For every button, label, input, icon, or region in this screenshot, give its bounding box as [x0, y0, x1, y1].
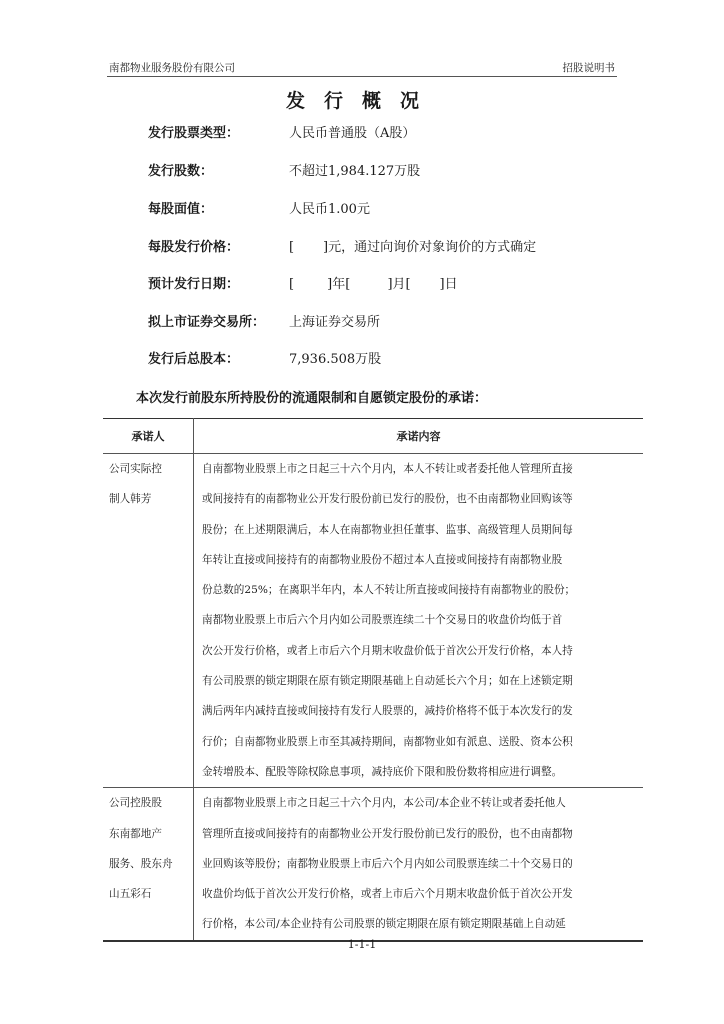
overview-value: 7,936.508万股: [289, 352, 382, 367]
column-header-committer: 承诺人: [103, 419, 194, 454]
overview-key: 发行股数：: [148, 164, 214, 179]
overview-key: 发行股票类型：: [148, 126, 240, 141]
page-number: 1-1-1: [347, 938, 377, 951]
overview-value: 人民币普通股（A股）: [289, 126, 416, 141]
overview-key: 每股面值：: [148, 202, 214, 217]
overview-value: 人民币1.00元: [289, 202, 370, 217]
content-cell: [194, 454, 644, 788]
content-line: 管理所直接或间接持有的南都物业公开发行股份前已发行的股份，也不由南都物: [202, 827, 573, 840]
committer-line: 山五彩石: [109, 888, 152, 901]
overview-row-par-value: [148, 198, 618, 220]
table-header-row: [103, 419, 643, 454]
overview-value: [ ]年[ ]月[ ]日: [289, 277, 458, 292]
committer-line: 公司实际控: [109, 463, 162, 475]
committer-cell: [103, 788, 194, 941]
content-line: 有公司股票的锁定期限在原有锁定期限基础上自动延长六个月；如在上述锁定期: [202, 675, 573, 688]
overview-row-total-shares: [148, 348, 618, 370]
content-line: 年转让直接或间接持有的南都物业股份不超过本人直接或间接持有南都物业股: [202, 553, 563, 566]
content-line: 自南都物业股票上市之日起三十六个月内，本公司/本企业不转让或者委托他人: [202, 797, 566, 810]
commitment-heading: 本次发行前股东所持股份的流通限制和自愿锁定股份的承诺：: [136, 391, 488, 406]
overview-value: 上海证券交易所: [289, 315, 381, 330]
overview-key: 预计发行日期：: [148, 277, 240, 292]
committer-cell: [103, 454, 194, 788]
content-line: 行价格，本公司/本企业持有公司股票的锁定期限在原有锁定期限基础上自动延: [202, 918, 566, 931]
page-title: 发行概况: [285, 90, 438, 112]
content-line: 份总数的25%；在离职半年内，本人不转让所直接或间接持有南都物业的股份；: [202, 584, 576, 597]
content-line: 或间接持有的南都物业公开发行股份前已发行的股份，也不由南都物业回购该等: [202, 493, 573, 506]
content-line: 金转增股本、配股等除权除息事项，减持底价下限和股份数将相应进行调整。: [202, 765, 563, 778]
overview-row-issue-date: [148, 273, 618, 295]
overview-value: [ ]元，通过向询价对象询价的方式确定: [289, 240, 537, 255]
overview-row-share-count: [148, 160, 618, 182]
content-line: 股份；在上述期限满后，本人在南都物业担任董事、监事、高级管理人员期间每: [202, 523, 573, 536]
column-header-content: 承诺内容: [194, 419, 644, 454]
content-line: 南都物业股票上市后六个月内如公司股票连续二十个交易日的收盘价均低于首: [202, 614, 563, 627]
committer-line: 公司控股股: [109, 797, 162, 810]
content-line: 次公开发行价格，或者上市后六个月期末收盘价低于首次公开发行价格，本人持: [202, 644, 573, 657]
committer-line: 东南都地产: [109, 827, 162, 840]
table-row: [103, 788, 643, 941]
overview-key: 拟上市证券交易所：: [148, 315, 266, 330]
overview-row-stock-type: [148, 122, 618, 144]
content-line: 业回购该等股份；南都物业股票上市后六个月内如公司股票连续二十个交易日的: [202, 857, 573, 870]
overview-row-exchange: [148, 311, 618, 333]
content-cell: [194, 788, 644, 941]
committer-line: 制人韩芳: [109, 493, 152, 506]
header-document-type: 招股说明书: [562, 62, 615, 74]
overview-key: 发行后总股本：: [148, 352, 240, 367]
overview-row-issue-price: [148, 236, 618, 258]
header-company-name: 南都物业服务股份有限公司: [109, 62, 235, 74]
table-row: [103, 454, 643, 788]
content-line: 收盘价均低于首次公开发行价格，或者上市后六个月期末收盘价低于首次公开发: [202, 888, 573, 901]
overview-value: 不超过1,984.127万股: [289, 164, 421, 179]
commitment-table: [103, 418, 643, 942]
committer-line: 服务、股东舟: [109, 857, 173, 870]
overview-key: 每股发行价格：: [148, 240, 240, 255]
header-divider: [107, 76, 617, 77]
page-header: [107, 57, 617, 75]
content-line: 满后两年内减持直接或间接持有发行人股票的，减持价格将不低于本次发行的发: [202, 705, 573, 718]
content-line: 行价；自南都物业股票上市至其减持期间，南都物业如有派息、送股、资本公积: [202, 735, 573, 748]
content-line: 自南都物业股票上市之日起三十六个月内，本人不转让或者委托他人管理所直接: [202, 463, 573, 475]
